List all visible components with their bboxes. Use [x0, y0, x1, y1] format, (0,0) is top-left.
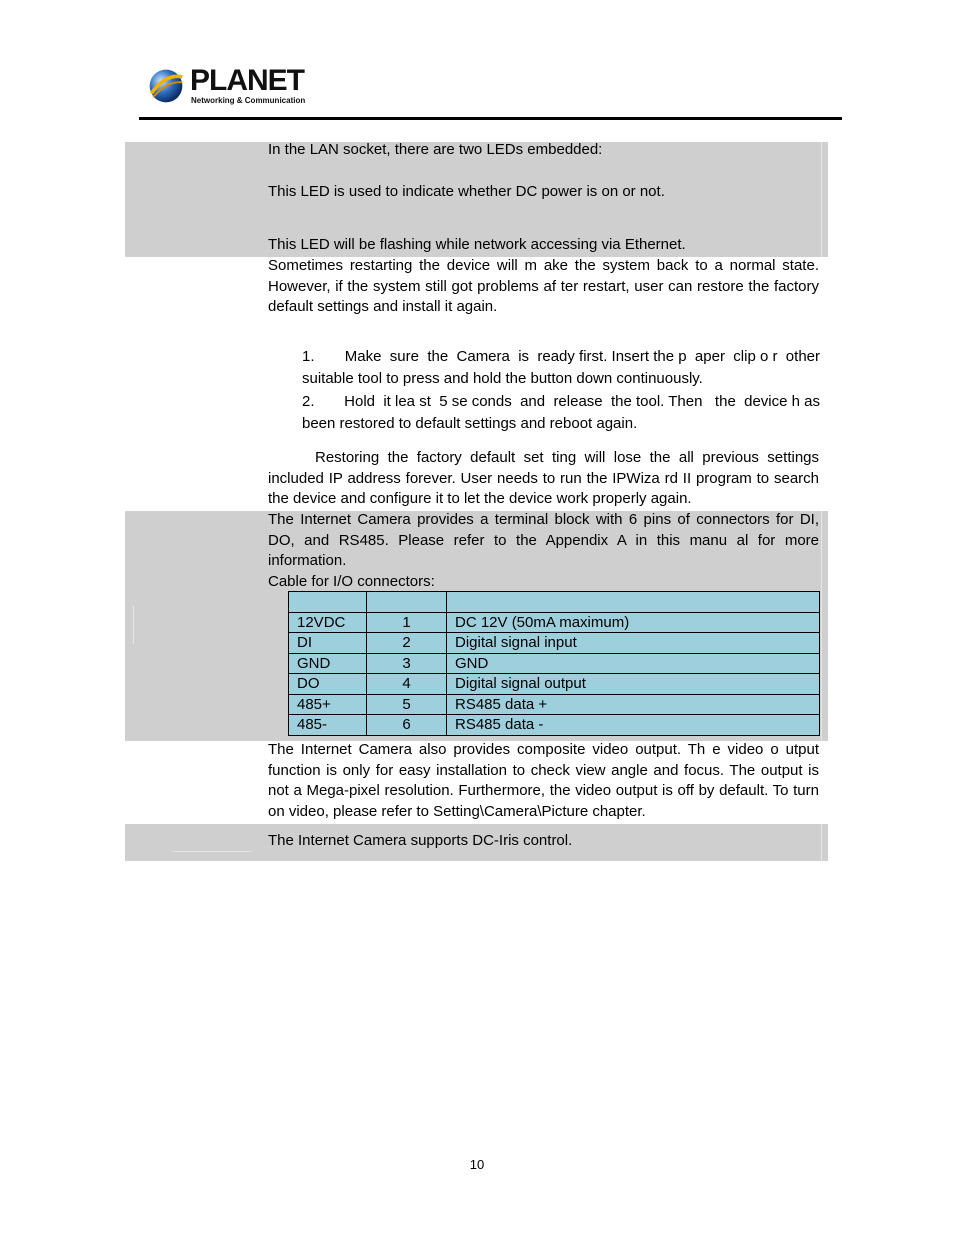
step-text: Make sure the Camera is ready first. Insert the p aper clip o r other [344, 348, 820, 365]
table-row [289, 715, 820, 736]
pin-description: RS485 data - [447, 715, 820, 736]
io-intro-paragraph: The Internet Camera provides a terminal block with 6 pins of connectors for DI, DO, and RS485. Please refer to the Appendix A in this manu al for more information. [268, 511, 819, 569]
step-text: Hold it lea st 5 se conds and release the tool. Then the device h as [344, 393, 820, 410]
table-row [289, 633, 820, 654]
pin-description: RS485 data + [447, 694, 820, 715]
reset-intro-paragraph: Sometimes restarting the device will m ake the system back to a normal state. However, if the system still got problems af ter restart, user can restore the factory default settings and install it again. [268, 257, 819, 315]
planet-logo-icon [146, 66, 186, 106]
step-text-cont: been restored to default settings and reboot again. [302, 415, 638, 432]
pin-description: Digital signal output [447, 674, 820, 695]
table-row [289, 653, 820, 674]
pin-name: GND [289, 653, 367, 674]
led-power-description: This LED is used to indicate whether DC power is on or not. [268, 183, 665, 200]
band-divider [133, 606, 134, 644]
reset-step-1 [302, 346, 820, 390]
pin-name: DO [289, 674, 367, 695]
brand-tagline: Networking & Communication [191, 96, 306, 105]
video-output-paragraph: The Internet Camera also provides composite video output. Th e video o utput function is only for easy installation to check view angle and focus. The output is not a Mega-pixel resolution. Furthermore, the video output is off by default. To turn on video, please refer to Setting\Camera\Picture chapter. [268, 741, 819, 820]
pin-number: 2 [367, 633, 447, 654]
reset-warning-paragraph: Restoring the factory default set ting will lose the all previous settings included IP address forever. User needs to run the IPWiza rd II program to search the device and configure it to let the device work properly again. [268, 449, 819, 507]
step-number: 1. [302, 348, 315, 365]
header-rule [139, 117, 842, 120]
pin-number: 6 [367, 715, 447, 736]
table-row [289, 694, 820, 715]
step-number: 2. [302, 393, 315, 410]
pin-description: GND [447, 653, 820, 674]
reset-step-2 [302, 391, 820, 435]
table-row [289, 612, 820, 633]
brand-name: PLANET [190, 64, 304, 97]
led-network-description: This LED will be flashing while network accessing via Ethernet. [268, 236, 686, 253]
io-connector-table [288, 591, 820, 736]
pin-number: 1 [367, 612, 447, 633]
iris-description: The Internet Camera supports DC-Iris control. [268, 832, 573, 849]
pin-number: 3 [367, 653, 447, 674]
io-cable-label: Cable for I/O connectors: [268, 573, 435, 590]
pin-description: DC 12V (50mA maximum) [447, 612, 820, 633]
pin-name: 485- [289, 715, 367, 736]
page-number: 10 [469, 1157, 485, 1172]
pin-name: 12VDC [289, 612, 367, 633]
table-row [289, 674, 820, 695]
pin-number: 4 [367, 674, 447, 695]
led-intro: In the LAN socket, there are two LEDs embedded: [268, 141, 603, 158]
pin-description: Digital signal input [447, 633, 820, 654]
pin-name: 485+ [289, 694, 367, 715]
table-header-row [289, 592, 820, 613]
pin-name: DI [289, 633, 367, 654]
step-text-cont: suitable tool to press and hold the button down continuously. [302, 370, 703, 387]
band-divider [172, 851, 252, 852]
pin-number: 5 [367, 694, 447, 715]
